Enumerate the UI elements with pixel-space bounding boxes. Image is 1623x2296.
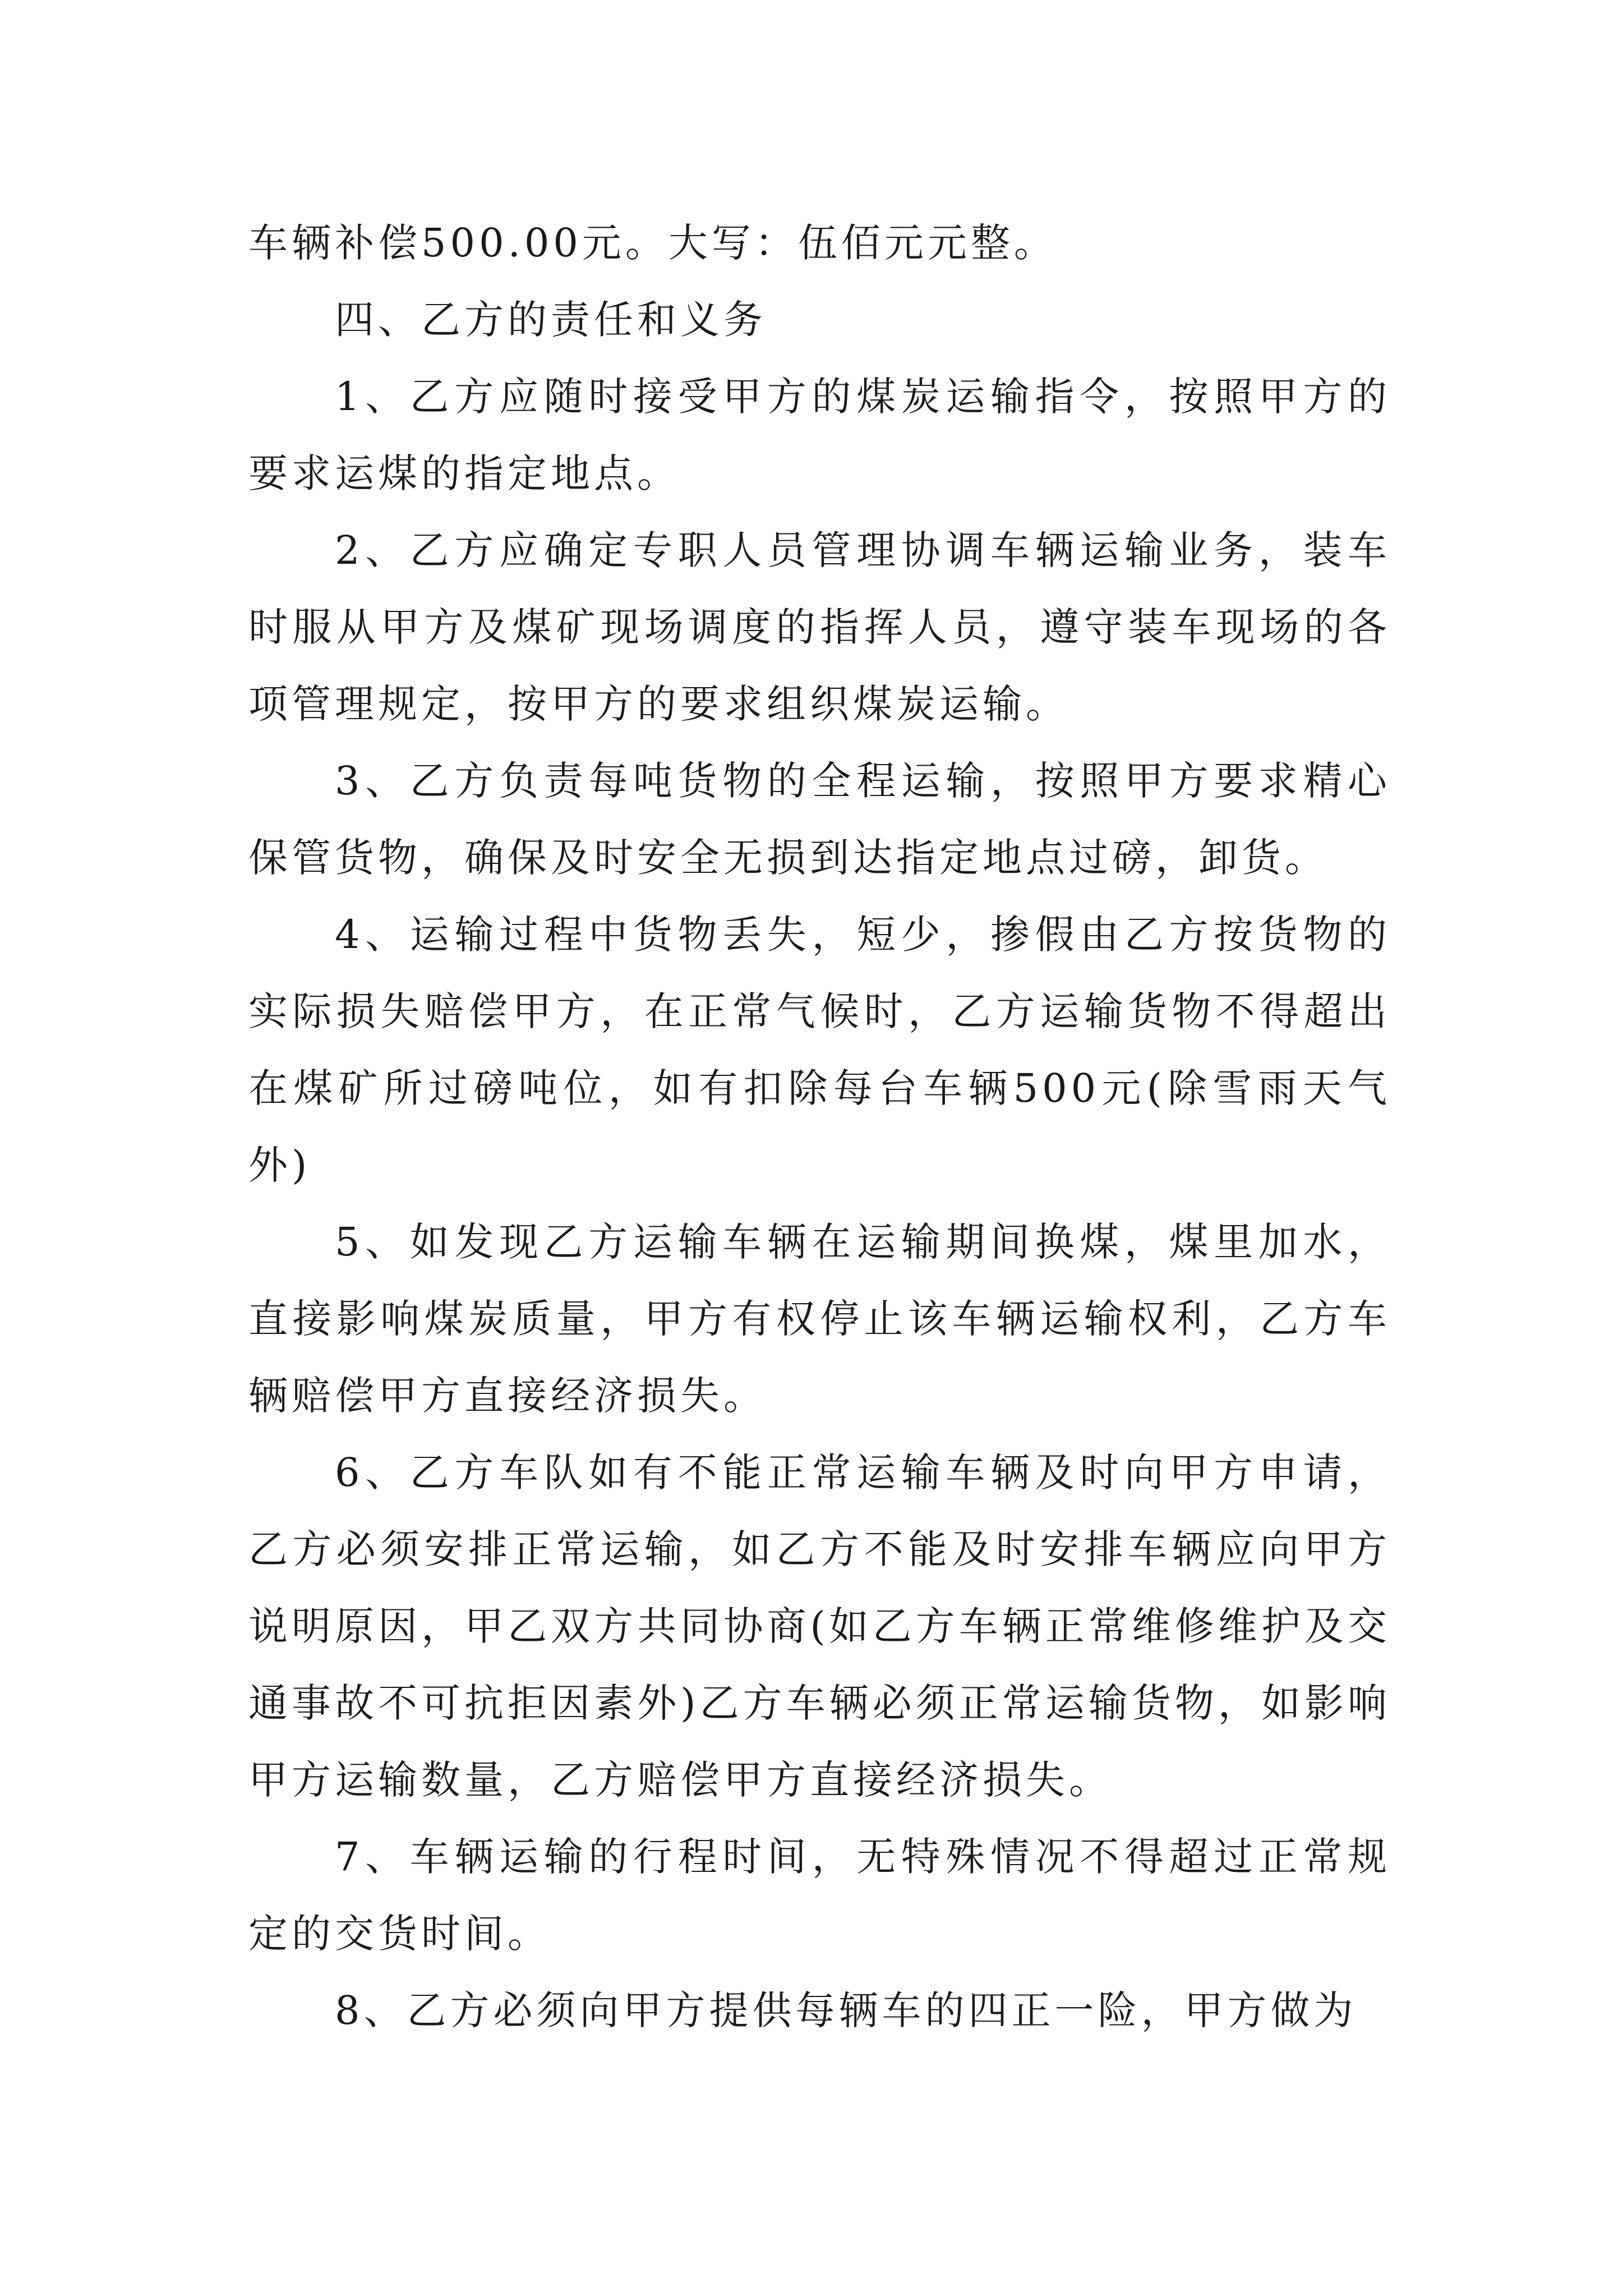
clause-2: 2、乙方应确定专职人员管理协调车辆运输业务，装车时服从甲方及煤矿现场调度的指挥人员，遵守装车现场的各项管理规定，按甲方的要求组织煤炭运输。 bbox=[248, 527, 1391, 727]
clause-7: 7、车辆运输的行程时间，无特殊情况不得超过正常规定的交货时间。 bbox=[248, 1834, 1391, 1957]
document-body bbox=[248, 205, 1391, 2049]
clause-1: 1、乙方应随时接受甲方的煤炭运输指令，按照甲方的要求运煤的指定地点。 bbox=[248, 374, 1391, 496]
clause-3: 3、乙方负责每吨货物的全程运输，按照甲方要求精心保管货物，确保及时安全无损到达指定地点过磅，卸货。 bbox=[248, 758, 1391, 881]
paragraph-continuation: 车辆补偿500.00元。大写：伍佰元元整。 bbox=[248, 220, 1057, 266]
clause-8: 8、乙方必须向甲方提供每辆车的四正一险，甲方做为 bbox=[335, 1987, 1357, 2033]
clause-6: 6、乙方车队如有不能正常运输车辆及时向甲方申请，乙方必须安排正常运输，如乙方不能及时安排车辆应向甲方说明原因，甲乙双方共同协商(如乙方车辆正常维修维护及交通事故不可抗拒因素外)乙方车辆必须正常运输货物，如影响甲方运输数量，乙方赔偿甲方直接经济损失。 bbox=[248, 1450, 1391, 1803]
section-heading: 四、乙方的责任和义务 bbox=[335, 297, 767, 343]
clause-4: 4、运输过程中货物丢失，短少，掺假由乙方按货物的实际损失赔偿甲方，在正常气候时，乙方运输货物不得超出在煤矿所过磅吨位，如有扣除每台车辆500元(除雪雨天气外) bbox=[248, 912, 1391, 1188]
clause-5: 5、如发现乙方运输车辆在运输期间换煤，煤里加水，直接影响煤炭质量，甲方有权停止该车辆运输权利，乙方车辆赔偿甲方直接经济损失。 bbox=[248, 1219, 1391, 1419]
